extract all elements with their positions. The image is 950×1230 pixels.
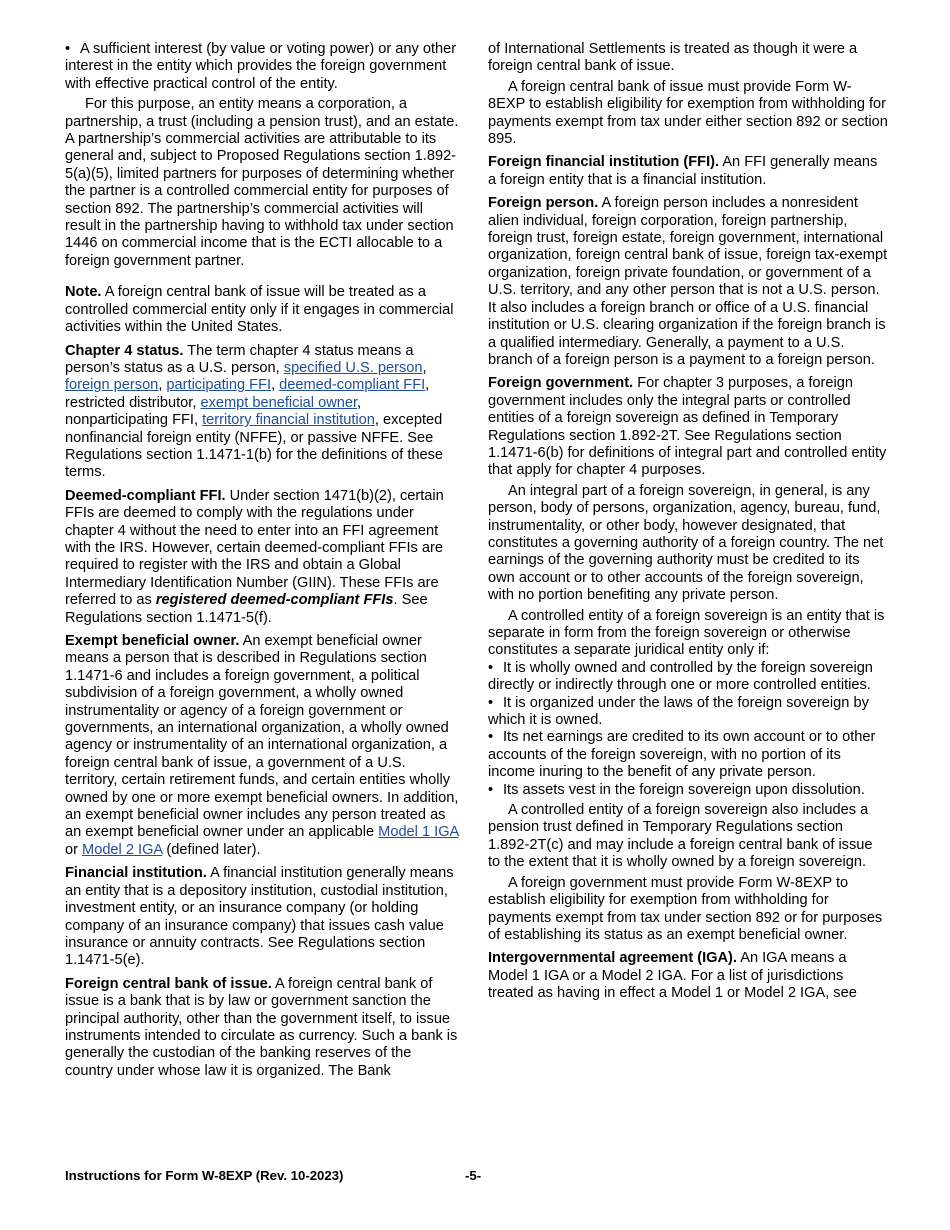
chapter4-text: nonparticipating FFI,	[65, 412, 199, 429]
foreign-central-bank-term: Foreign central bank of issue.	[65, 975, 272, 992]
foreign-central-bank-continued: of International Settlements is treated as though it were a foreign central bank of issue.	[488, 41, 858, 75]
bullet-text: A sufficient interest (by value or voting power) or any other interest in the entity which provides the foreign government with effective practical control of the entity.	[65, 41, 457, 92]
left-column	[65, 41, 460, 1086]
note-paragraph	[65, 284, 460, 336]
iga-text: An IGA means a Model 1 IGA or a Model 2 IGA. For a list of jurisdictions treated as having in effect a Model 1 or Model 2 IGA, see	[488, 950, 857, 1002]
foreign-person-entry	[488, 195, 888, 369]
deemed-compliant-term: Deemed-compliant FFI.	[65, 487, 226, 504]
note-text: A foreign central bank of issue will be treated as a controlled commercial entity only if it engages in commercial activities within the United States.	[65, 284, 454, 336]
deemed-compliant-text: Under section 1471(b)(2), certain FFIs are deemed to comply with the regulations under chapter 4 without the need to enter into an FFI agreement with the IRS. However, certain deemed-compliant FFIs are required to register with the IRS and obtain a Global Intermediary Identification Number (GIIN). These FFIs are referred to as	[65, 487, 444, 609]
integral-part-paragraph: An integral part of a foreign sovereign, in general, is any person, body of persons, organization, agency, bureau, fund, instrumentality, or other body, however designated, that constitutes a governing authority of a foreign country. The net earnings of the governing authority must be credited to its own account or to other accounts of the foreign sovereign, with no portion benefiting any private person.	[488, 482, 884, 604]
chapter4-text: The term chapter 4 status means a person’s status as a U.S. person,	[65, 342, 414, 376]
bullet-icon: •	[488, 659, 494, 676]
chapter4-text: excepted nonfinancial foreign entity (NFFE), or passive NFFE. See Regulations section 1.1471-1(b) for the definitions of these terms.	[65, 412, 444, 481]
controlled-entity-paragraph: A controlled entity of a foreign sovereign is an entity that is separate in form from the foreign sovereign or otherwise constitutes a separate juridical entity only if:	[488, 607, 885, 659]
foreign-person-text: A foreign person includes a nonresident alien individual, foreign corporation, foreign partnership, foreign trust, foreign estate, foreign government, international organization, foreign central bank of issue, foreign tax-exempt organization, foreign private foundation, or government of a U.S. territory, and any other person that is not a U.S. person. It also includes a foreign branch or office of a U.S. financial institution or U.S. clearing organization if the foreign branch is a qualified intermediary. Generally, a payment to a U.S. branch of a foreign person is a payment to a foreign person.	[488, 195, 888, 368]
link-foreign-person[interactable]: foreign person	[65, 377, 159, 394]
exempt-beneficial-owner-text: An exempt beneficial owner means a person that is described in Regulations section 1.1471-6 and includes a foreign government, a political subdivision of a foreign government, a wholly owned instrumentality or agency of a foreign government or governments, an international organization, a wholly owned agency or instrumentality of an international organization, a foreign central bank of issue, a government of a U.S. territory, certain retirement funds, and certain entities wholly owned by one or more exempt beneficial owners. In addition, an exempt beneficial owner includes any person treated as an exempt beneficial owner under an applicable	[65, 633, 459, 841]
financial-institution-term: Financial institution.	[65, 865, 207, 882]
iga-term: Intergovernmental agreement (IGA).	[488, 950, 737, 967]
bullet-icon: •	[488, 729, 494, 746]
bullet-text: It is organized under the laws of the foreign sovereign by which it is owned.	[488, 694, 869, 729]
ffi-text: An FFI generally means a foreign entity that is a financial institution.	[488, 154, 878, 188]
bullet-text: Its assets vest in the foreign sovereign upon dissolution.	[503, 781, 865, 798]
foreign-government-entry	[488, 375, 888, 479]
foreign-government-text: For chapter 3 purposes, a foreign government includes only the integral parts or controlled entities of a foreign sovereign as defined in Temporary Regulations section 1.892-2T. See Regulations section 1.1471-6(b) for definitions of integral part and controlled entity that apply for chapter 4 purposes.	[488, 375, 887, 479]
link-specified-us-person[interactable]: specified U.S. person	[283, 359, 423, 376]
link-deemed-compliant-ffi[interactable]: deemed-compliant FFI	[279, 377, 426, 394]
exempt-beneficial-owner-term: Exempt beneficial owner.	[65, 633, 240, 649]
link-territory-financial-institution[interactable]: territory financial institution	[202, 412, 375, 429]
chapter4-status-entry: Chapter 4 status. The term chapter 4 status means a person’s status as a U.S. person, specified U.S. person, foreign person, participating FFI, deemed-compliant FFI, restricted distributor, exempt beneficial owner, nonparticipating FFI, territory financial institution, excepted nonfinancial foreign entity (NFFE), or passive NFFE. See Regulations section 1.1471-1(b) for the definitions of these terms.	[65, 342, 444, 481]
bullet-text: Its net earnings are credited to its own account or to other accounts of the foreign sovereign, with no portion of its income inuring to the benefit of any private person.	[488, 729, 876, 781]
chapter4-text: restricted distributor,	[65, 394, 197, 411]
bullet-item	[65, 41, 460, 93]
paragraph-entity-definition: For this purpose, an entity means a corporation, a partnership, a trust (including a pension trust), and an estate. A partnership’s commercial activities are attributable to its general and, subject to Proposed Regulations section 1.892-5(a)(5), limited partners for purposes of determining whether the partner is a controlled commercial entity for purposes of section 892. The partnership’s commercial activities will result in the partnership having to withhold tax under section 1446 on commercial income that is the ECTI allocable to a foreign government partner.	[65, 96, 459, 269]
link-model-2-iga[interactable]: Model 2 IGA	[82, 841, 163, 858]
note-label: Note.	[65, 284, 102, 301]
link-participating-ffi[interactable]: participating FFI	[166, 377, 272, 394]
right-column	[488, 41, 888, 1009]
bullet-icon: •	[488, 781, 494, 798]
chapter4-status-term: Chapter 4 status.	[65, 342, 184, 359]
registered-dc-ffi-emphasis: registered deemed-compliant FFIs	[155, 592, 394, 609]
ffi-term: Foreign financial institution (FFI).	[488, 154, 720, 171]
footer-form-title: Instructions for Form W-8EXP (Rev. 10-2023)	[65, 1168, 344, 1183]
bullet-item	[488, 660, 888, 695]
footer-page-number: -5-	[465, 1168, 482, 1183]
pension-trust-paragraph: A controlled entity of a foreign sovereign also includes a pension trust defined in Temporary Regulations section 1.892-2T(c) and may include a foreign central bank of issue to the extent that it is wholly owned by a foreign sovereign.	[488, 802, 873, 871]
financial-institution-entry	[65, 865, 460, 969]
conjunction-text: or	[65, 841, 78, 858]
deemed-compliant-entry	[65, 488, 460, 627]
iga-entry	[488, 950, 888, 1002]
foreign-person-term: Foreign person.	[488, 195, 599, 212]
link-model-1-iga[interactable]: Model 1 IGA	[378, 824, 459, 841]
deemed-compliant-text: . See Regulations section 1.1471-5(f).	[65, 592, 428, 626]
bullet-item	[488, 695, 888, 730]
exempt-beneficial-owner-text: (defined later).	[166, 841, 261, 858]
ffi-entry	[488, 154, 888, 189]
exempt-beneficial-owner-entry	[65, 633, 460, 859]
bullet-text: It is wholly owned and controlled by the foreign sovereign directly or indirectly through one or more controlled entities.	[488, 659, 873, 694]
bullet-icon: •	[488, 694, 494, 711]
bullet-item	[488, 782, 888, 799]
foreign-government-term: Foreign government.	[488, 375, 634, 392]
link-exempt-beneficial-owner[interactable]: exempt beneficial owner	[200, 394, 358, 411]
financial-institution-text: A financial institution generally means an entity that is a depository institution, custodial institution, investment entity, or an insurance company (or holding company of an insurance company) that issues cash value insurance or annuity contracts. See Regulations section 1.1471-5(e).	[65, 865, 454, 969]
foreign-central-bank-text: A foreign central bank of issue is a bank that is by law or government sanction the principal authority, other than the government itself, to issue instruments intended to circulate as currency. Such a bank is generally the custodian of the banking reserves of the country under whose law it is organized. The Bank	[65, 975, 458, 1079]
foreign-government-form-paragraph: A foreign government must provide Form W-8EXP to establish eligibility for exemption from withholding for payments exempt from tax under section 892 or for purposes of establishing its status as an exempt beneficial owner.	[488, 874, 883, 943]
bullet-item	[488, 729, 888, 781]
foreign-central-bank-entry	[65, 976, 460, 1080]
foreign-central-bank-form-requirement: A foreign central bank of issue must provide Form W-8EXP to establish eligibility for exemption from withholding for payments exempt from tax under either section 892 or section 895.	[488, 78, 888, 148]
bullet-icon: •	[65, 41, 71, 57]
